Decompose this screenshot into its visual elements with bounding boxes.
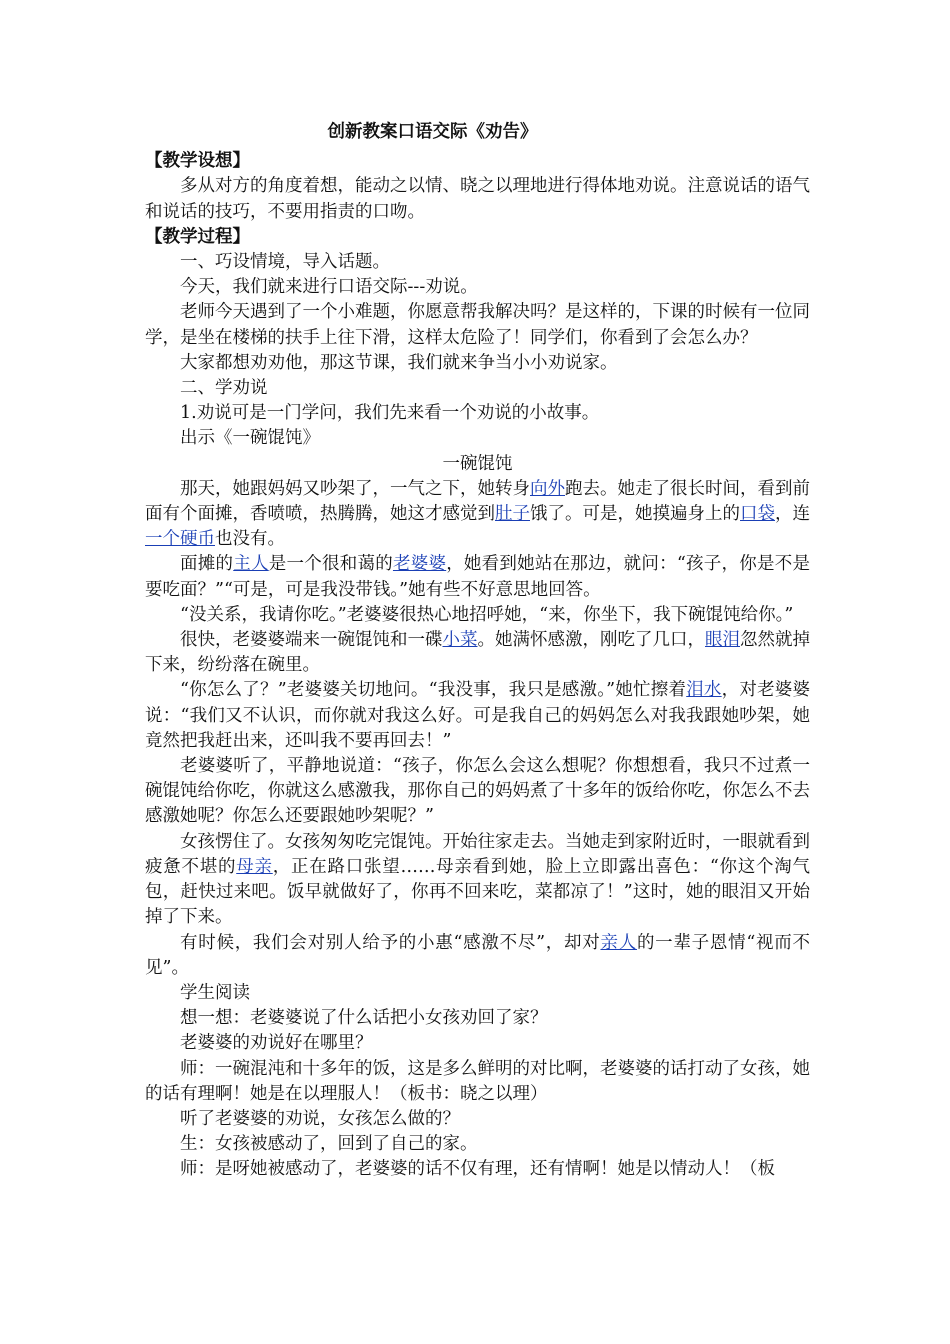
story-paragraph-1: 那天，她跟妈妈又吵架了，一气之下，她转身向外跑去。她走了很长时间，看到前面有个面摊，香喷喷，热腾腾，她这才感觉到肚子饿了。可是，她摸遍身上的口袋，连一个硬币也没有。 <box>145 478 810 550</box>
link-yingbi[interactable]: 一个硬币 <box>145 529 215 550</box>
link-xiaocai[interactable]: 小菜 <box>442 630 478 651</box>
activity-question-2: 听了老婆婆的劝说，女孩怎么做的？ <box>180 1108 460 1129</box>
section-heading-process: 【教学过程】 <box>145 226 250 247</box>
step-scenario: 老师今天遇到了一个小难题，你愿意帮我解决吗？是这样的，下课的时候有一位同学，是坐在楼梯的扶手上往下滑，这样太危险了！同学们，你看到了会怎么办？ <box>145 302 810 348</box>
story-paragraph-3: “没关系，我请你吃。”老婆婆很热心地招呼她，“来，你坐下，我下碗馄饨给你。” <box>180 604 794 625</box>
link-laopopo[interactable]: 老婆婆 <box>392 554 447 575</box>
step-show: 出示《一碗馄饨》 <box>180 428 320 449</box>
link-yanlei[interactable]: 眼泪 <box>705 630 740 651</box>
story-paragraph-7: 女孩愣住了。女孩匆匆吃完馄饨。开始往家走去。当她走到家附近时，一眼就看到疲惫不堪的母亲，正在路口张望……母亲看到她，脸上立即露出喜色：“你这个淘气包，赶快过来吧。饭早就做好了，你再不回来吃，菜都凉了！”这时，她的眼泪又开始掉了下来。 <box>145 831 811 928</box>
story-paragraph-2: 面摊的主人是一个很和蔼的老婆婆，她看到她站在那边，就问：“孩子，你是不是要吃面？”“可是，可是我没带钱。”她有些不好意思地回答。 <box>145 554 811 600</box>
student-answer: 生：女孩被感动了，回到了自己的家。 <box>180 1134 478 1155</box>
teacher-remark-2: 师：是呀她被感动了，老婆婆的话不仅有理，还有情啊！她是以情动人！（板 <box>180 1159 775 1180</box>
step-2-1: 1.劝说可是一门学问，我们先来看一个劝说的小故事。 <box>180 403 600 424</box>
story-paragraph-5: “你怎么了？”老婆婆关切地问。“我没事，我只是感激。”她忙擦着泪水，对老婆婆说：“我们又不认识，而你就对我这么好。可是我自己的妈妈怎么对我我跟她吵架，她竟然把我赶出来，还叫我不要再回去！” <box>145 680 811 751</box>
activity-question: 老婆婆的劝说好在哪里？ <box>180 1033 373 1054</box>
link-xiangwai[interactable]: 向外 <box>530 478 565 499</box>
step-goal: 大家都想劝劝他，那这节课，我们就来争当小小劝说家。 <box>180 352 618 373</box>
link-leishui[interactable]: 泪水 <box>686 680 722 701</box>
activity-think: 想一想：老婆婆说了什么话把小女孩劝回了家？ <box>180 1008 548 1029</box>
teacher-remark-1: 师：一碗混沌和十多年的饭，这是多么鲜明的对比啊，老婆婆的话打动了女孩，她的话有理啊！她是在以理服人！（板书：晓之以理） <box>145 1058 810 1104</box>
step-2: 二、学劝说 <box>180 378 268 399</box>
step-1: 一、巧设情境，导入话题。 <box>180 252 390 273</box>
step-intro: 今天，我们就来进行口语交际---劝说。 <box>180 277 478 298</box>
link-koudai[interactable]: 口袋 <box>740 504 775 525</box>
section-heading-idea: 【教学设想】 <box>145 151 250 172</box>
activity-read: 学生阅读 <box>180 982 250 1003</box>
story-paragraph-8: 有时候，我们会对别人给予的小惠“感激不尽”，却对亲人的一辈子恩情“视而不见”。 <box>145 932 810 978</box>
link-qinren[interactable]: 亲人 <box>600 932 637 953</box>
story-title: 一碗馄饨 <box>442 453 513 474</box>
link-zhuren[interactable]: 主人 <box>233 554 269 575</box>
link-duzi[interactable]: 肚子 <box>495 504 530 525</box>
story-paragraph-6: 老婆婆听了，平静地说道：“孩子，你怎么会这么想呢？你想想看，我只不过煮一碗馄饨给你吃，你就这么感激我，那你自己的妈妈煮了十多年的饭给你吃，你怎么不去感激她呢？你怎么还要跟她吵架呢？” <box>145 756 810 827</box>
link-muqin[interactable]: 母亲 <box>236 856 273 877</box>
story-paragraph-4: 很快，老婆婆端来一碗馄饨和一碟小菜。她满怀感激，刚吃了几口，眼泪忽然就掉下来，纷纷落在碗里。 <box>145 630 810 676</box>
idea-paragraph: 多从对方的角度着想，能动之以情、晓之以理地进行得体地劝说。注意说话的语气和说话的技巧，不要用指责的口吻。 <box>145 176 810 222</box>
page-title: 创新教案口语交际《劝告》 <box>327 122 538 142</box>
document-page <box>145 120 810 1183</box>
